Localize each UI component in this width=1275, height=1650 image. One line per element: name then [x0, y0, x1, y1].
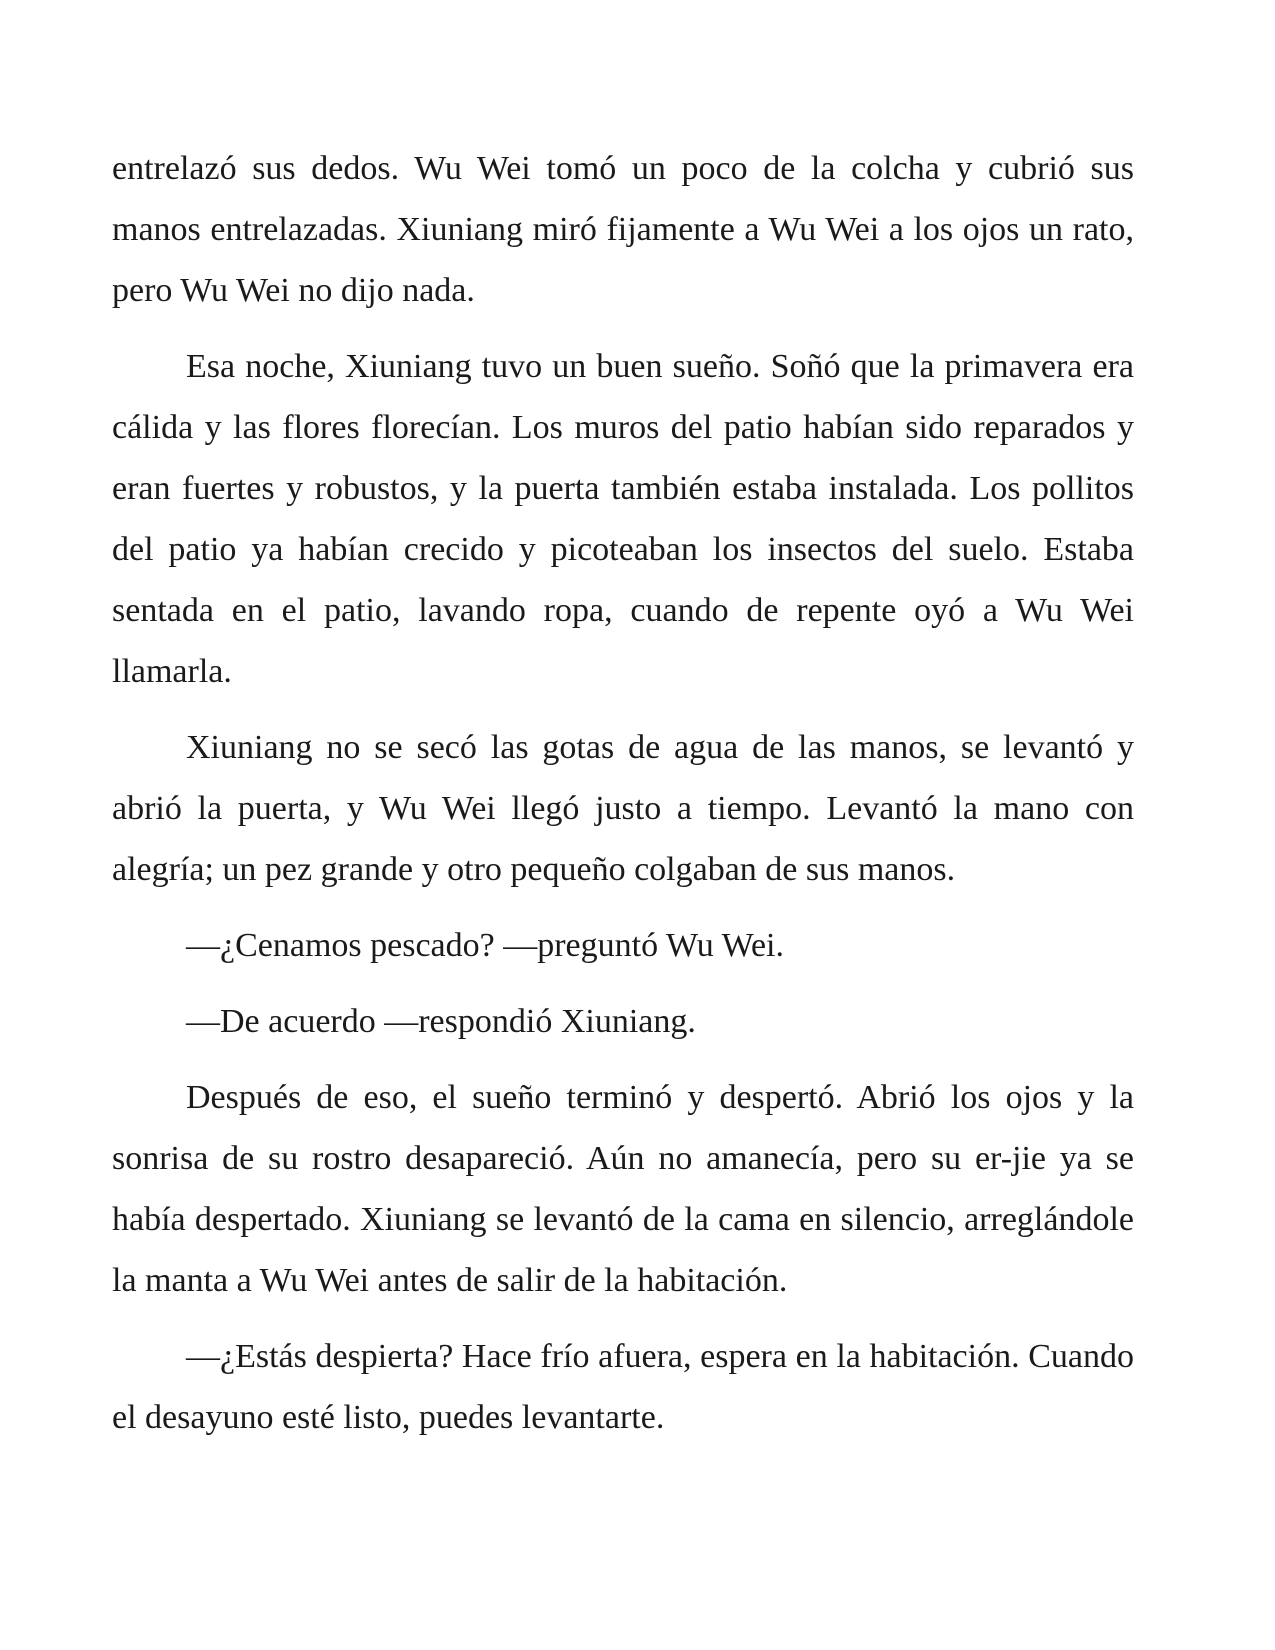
dialogue-line-1: —¿Cenamos pescado? —preguntó Wu Wei.: [186, 927, 784, 964]
dialogue-line-3: —¿Estás despierta? Hace frío afuera, espera en la habitación. Cuando el desayuno esté listo, puedes levantarte.: [112, 1338, 1134, 1436]
paragraph-2: Esa noche, Xiuniang tuvo un buen sueño. Soñó que la primavera era cálida y las flores florecían. Los muros del patio habían sido reparados y eran fuertes y robustos, y la puerta también estaba instalada. Los pollitos del patio ya habían crecido y picoteaban los insectos del suelo. Estaba sentada en el patio, lavando ropa, cuando de repente oyó a Wu Wei llamarla.: [112, 348, 1134, 690]
body-text: [112, 138, 1134, 1463]
dialogue-line-2: —De acuerdo —respondió Xiuniang.: [186, 1003, 696, 1040]
paragraph-4: Después de eso, el sueño terminó y despertó. Abrió los ojos y la sonrisa de su rostro desapareció. Aún no amanecía, pero su er-jie ya se había despertado. Xiuniang se levantó de la cama en silencio, arreglándole la manta a Wu Wei antes de salir de la habitación.: [112, 1079, 1134, 1299]
paragraph-1: entrelazó sus dedos. Wu Wei tomó un poco de la colcha y cubrió sus manos entrelazadas. Xiuniang miró fijamente a Wu Wei a los ojos un rato, pero Wu Wei no dijo nada.: [112, 150, 1134, 309]
paragraph-3: Xiuniang no se secó las gotas de agua de las manos, se levantó y abrió la puerta, y Wu Wei llegó justo a tiempo. Levantó la mano con alegría; un pez grande y otro pequeño colgaban de sus manos.: [112, 729, 1134, 888]
